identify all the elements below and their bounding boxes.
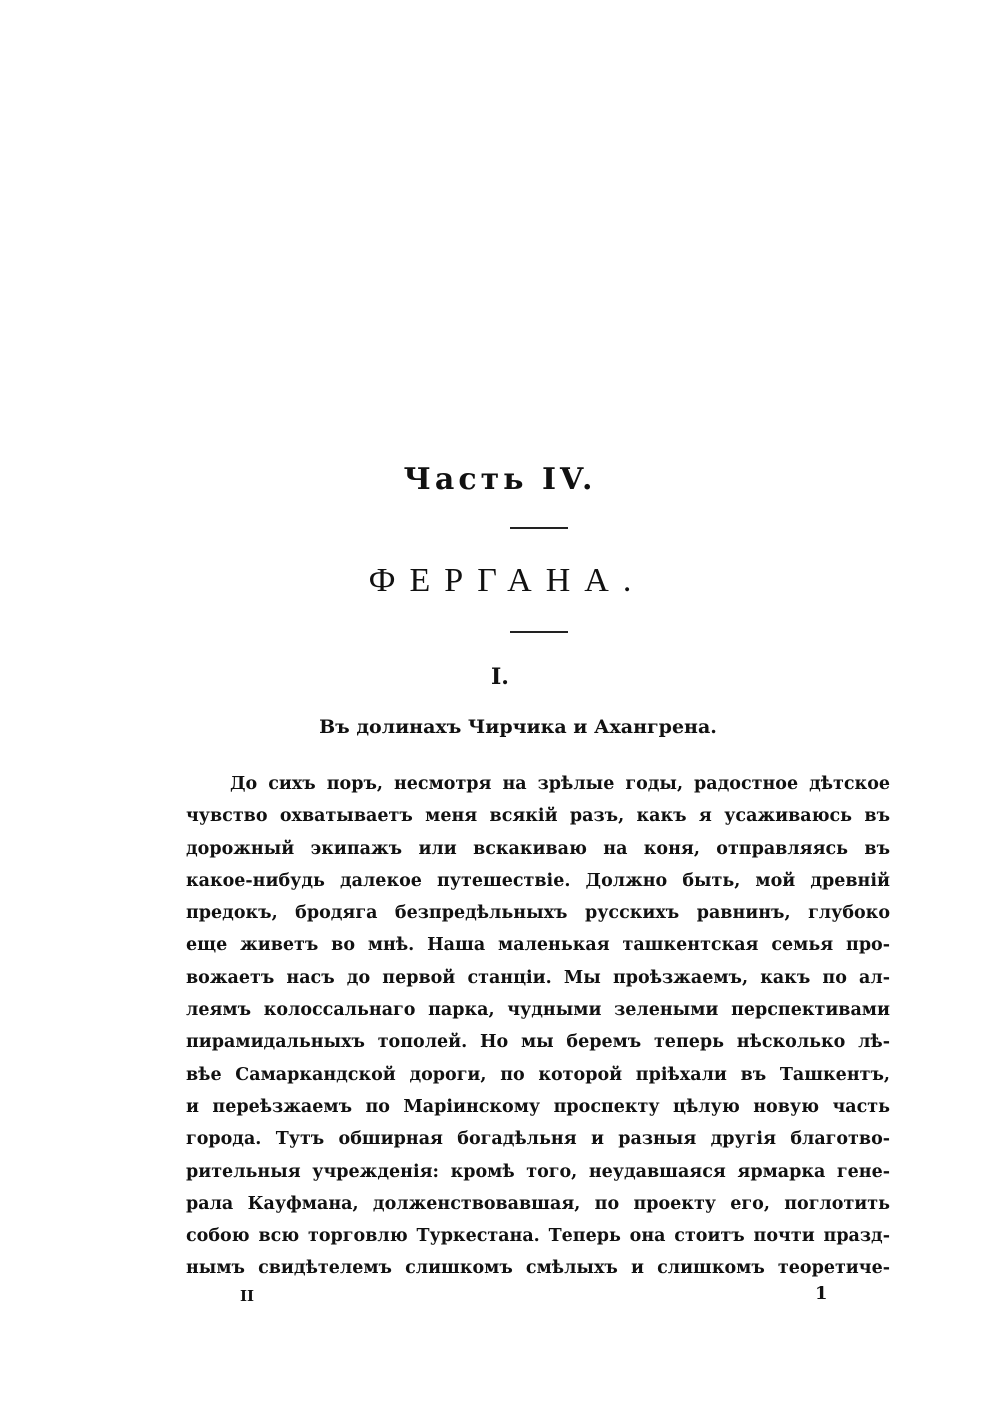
text-line: рала Кауфмана, долженствовавшая, по проекту его, поглотить: [186, 1193, 890, 1214]
text-line: еще живетъ во мнѣ. Наша маленькая ташкентская семья про-: [186, 935, 890, 956]
body-paragraph: [186, 768, 890, 1285]
text-line: какое-нибудь далекое путешествіе. Должно быть, мой древній: [186, 870, 890, 891]
text-line: и переѣзжаемъ по Маріинскому проспекту цѣлую новую часть: [186, 1096, 890, 1117]
chapter-title: Въ долинахъ Чирчика и Ахангрена.: [319, 716, 717, 738]
text-line: собою всю торговлю Туркестана. Теперь она стоитъ почти празд-: [186, 1226, 890, 1247]
signature-mark: II: [240, 1287, 255, 1305]
text-line: чувство охватываетъ меня всякій разъ, какъ я усаживаюсь въ: [186, 806, 890, 827]
divider-rule-bottom: [510, 631, 568, 633]
text-line: нымъ свидѣтелемъ слишкомъ смѣлыхъ и слишкомъ теоретиче-: [186, 1258, 890, 1279]
part-title: Часть IV.: [403, 462, 597, 497]
text-line: дорожный экипажъ или вскакиваю на коня, отправляясь въ: [186, 838, 890, 859]
text-line: рительныя учрежденія: кромѣ того, неудавшаяся ярмарка гене-: [186, 1161, 890, 1182]
region-title: ФЕРГАНА.: [368, 562, 646, 599]
text-line: вѣе Самаркандской дороги, по которой пріѣхали въ Ташкентъ,: [186, 1064, 890, 1085]
text-line: леямъ колоссальнаго парка, чудными зелеными перспективами: [186, 1000, 890, 1021]
divider-rule-top: [510, 527, 568, 529]
page-number: 1: [815, 1283, 828, 1304]
text-line: пирамидальныхъ тополей. Но мы беремъ теперь нѣсколько лѣ-: [186, 1032, 890, 1053]
text-line: До сихъ поръ, несмотря на зрѣлые годы, радостное дѣтское: [230, 774, 890, 794]
chapter-number: I.: [491, 664, 509, 690]
text-line: города. Тутъ обширная богадѣльня и разныя другія благотво-: [186, 1129, 890, 1150]
text-line: вожаетъ насъ до первой станціи. Мы проѣзжаемъ, какъ по ал-: [186, 967, 890, 988]
text-line: предокъ, бродяга безпредѣльныхъ русскихъ равнинъ, глубоко: [186, 903, 890, 924]
